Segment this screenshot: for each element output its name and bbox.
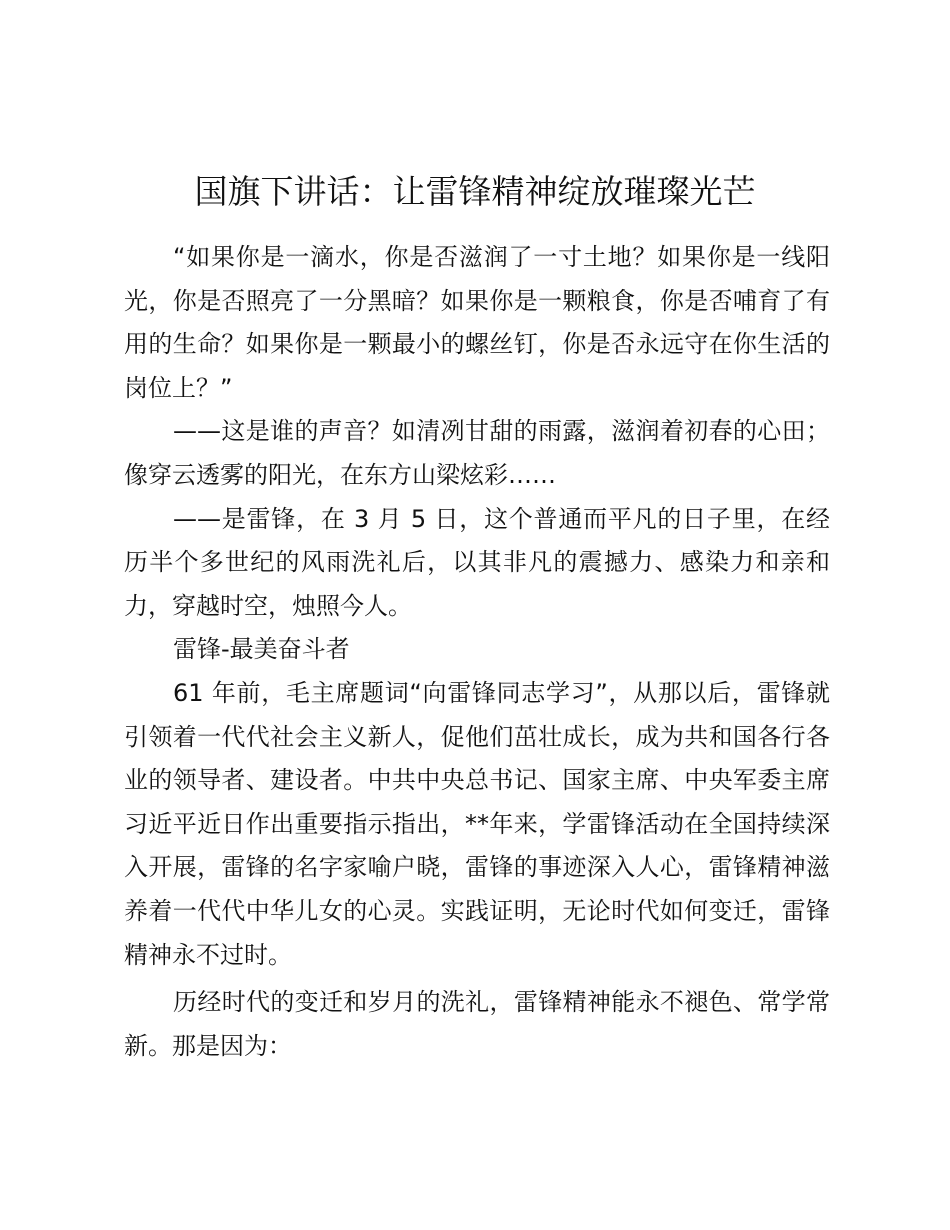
paragraph-61-years-ago: 61 年前，毛主席题词“向雷锋同志学习”，从那以后，雷锋就引领着一代代社会主义新人，促他们茁壮成长，成为共和国各行各业的领导者、建设者。中共中央总书记、国家主席、中央军委主席习近平近日作出重要指示指出，**年来，学雷锋活动在全国持续深入开展，雷锋的名字家喻户晓，雷锋的事迹深入人心，雷锋精神滋养着一代代中华儿女的心灵。实践证明，无论时代如何变迁，雷锋精神永不过时。: [124, 678, 830, 969]
paragraph-lei-feng-march-5: ——是雷锋，在 3 月 5 日，这个普通而平凡的日子里，在经历半个多世纪的风雨洗礼后，以其非凡的震撼力、感染力和亲和力，穿越时空，烛照今人。: [124, 504, 830, 620]
document-title: 国旗下讲话：让雷锋精神绽放璀璨光芒: [194, 172, 756, 211]
section-heading: 雷锋-最美奋斗者: [173, 635, 350, 664]
paragraph-timeless-spirit: 历经时代的变迁和岁月的洗礼，雷锋精神能永不褪色、常学常新。那是因为：: [124, 988, 830, 1060]
paragraph-whose-voice: ——这是谁的声音？如清冽甘甜的雨露，滋润着初春的心田；像穿云透雾的阳光，在东方山梁炫彩……: [124, 417, 830, 489]
paragraph-opening-quote: “如果你是一滴水，你是否滋润了一寸土地？如果你是一线阳光，你是否照亮了一分黑暗？如果你是一颗粮食，你是否哺育了有用的生命？如果你是一颗最小的螺丝钉，你是否永远守在你生活的岗位上？”: [124, 243, 830, 402]
document-body: [124, 236, 830, 1068]
